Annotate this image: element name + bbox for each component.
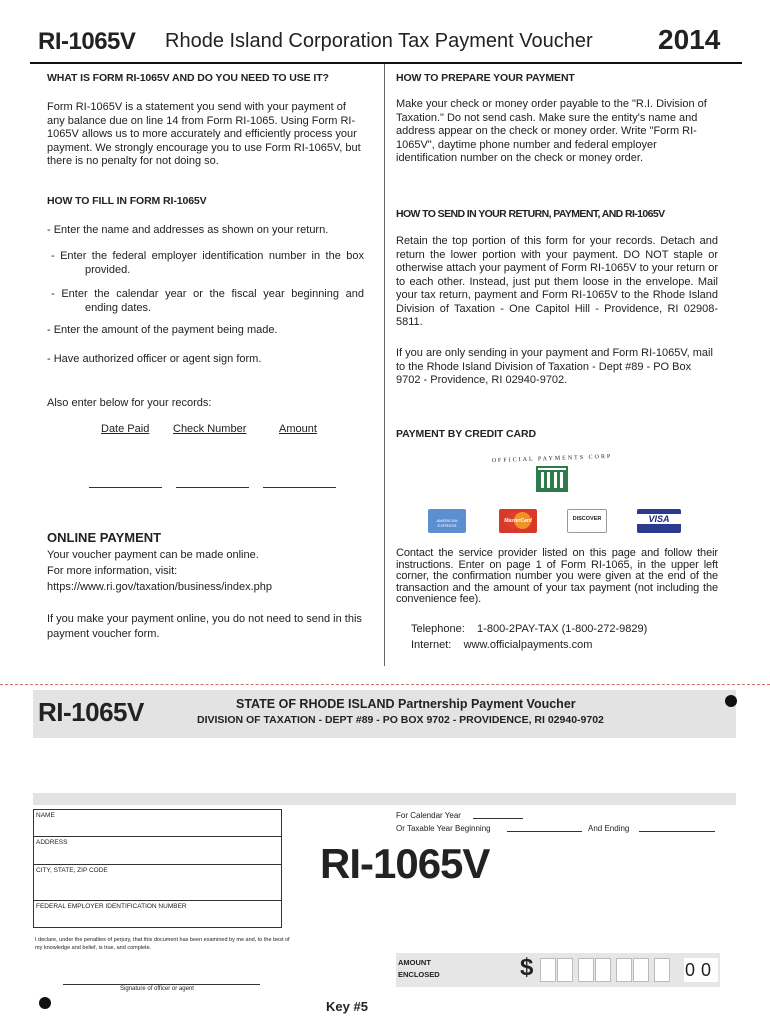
amount-label-1: AMOUNT [398, 958, 431, 967]
prepare-heading: HOW TO PREPARE YOUR PAYMENT [396, 72, 575, 84]
internet[interactable]: Internet: www.officialpayments.com [411, 639, 593, 651]
telephone: Telephone: 1-800-2PAY-TAX (1-800-272-9829) [411, 623, 648, 635]
online-url[interactable]: https://www.ri.gov/taxation/business/index.php [47, 581, 273, 593]
fein-label: FEDERAL EMPLOYER IDENTIFICATION NUMBER [36, 903, 187, 910]
tax-year: 2014 [658, 24, 721, 55]
name-label: NAME [36, 812, 55, 819]
taxable-year-label: Or Taxable Year Beginning [396, 824, 491, 833]
send-body-2: If you are only sending in your payment and Form RI-1065V, mail to the Rhode Island Division of Taxation - Dept #89 - PO Box 9702 - Providence, RI 02940-9702. [396, 347, 713, 386]
online-note: If you make your payment online, you do not need to send in this payment voucher form. [47, 613, 362, 640]
cents-field: 00 [684, 960, 718, 980]
calendar-year-line[interactable] [473, 818, 523, 819]
fill-step: - Enter the name and addresses as shown on your return. [47, 224, 329, 236]
mastercard-card: MasterCard [499, 509, 537, 533]
visa-card: VISA [637, 509, 681, 533]
card-heading: PAYMENT BY CREDIT CARD [396, 428, 536, 440]
online-line: Your voucher payment can be made online. [47, 549, 259, 561]
building-icon [534, 464, 570, 494]
voucher-big-form-id: RI-1065V [320, 840, 490, 887]
declaration: I declare, under the penalties of perjury, that this document has been examined by me and, to the best of my knowledge and belief, is true, and complete. [35, 937, 290, 951]
fill-heading: HOW TO FILL IN FORM RI-1065V [47, 195, 207, 207]
header-rule [30, 62, 742, 64]
online-heading: ONLINE PAYMENT [47, 530, 162, 545]
year-end-line[interactable] [639, 831, 715, 832]
online-line: For more information, visit: [47, 565, 178, 577]
logo-wordmark: OFFICIAL PAYMENTS CORP [491, 453, 613, 465]
voucher-subtitle: DIVISION OF TAXATION - DEPT #89 - PO BOX 9702 - PROVIDENCE, RI 02940-9702 [197, 714, 604, 726]
contact-body: Contact the service provider listed on this page and follow their instructions. Enter on page 1 of Form RI-1065, in the upper left corner, the confirmation number you were given at the end of the transaction and the amount of your tax payment (not including the convenience fee). [396, 547, 718, 605]
check-number-line[interactable] [176, 487, 249, 488]
voucher-strip [33, 793, 736, 805]
voucher-title: STATE OF RHODE ISLAND Partnership Payment Voucher [236, 697, 576, 711]
page-title: Rhode Island Corporation Tax Payment Voucher [165, 30, 593, 52]
voucher-form-id: RI-1065V [38, 697, 144, 727]
send-heading: HOW TO SEND IN YOUR RETURN, PAYMENT, AND RI-1065V [396, 208, 665, 220]
detach-line [0, 684, 770, 685]
column-divider [384, 64, 385, 666]
amount-line[interactable] [263, 487, 336, 488]
date-paid-line[interactable] [89, 487, 162, 488]
fill-step: - Enter the calendar year or the fiscal year beginning and ending dates. [51, 288, 364, 314]
amount-digit[interactable] [654, 958, 670, 982]
dollar-sign: $ [520, 954, 534, 981]
what-body: Form RI-1065V is a statement you send with your payment of any balance due on line 14 from Form RI-1065. Using Form RI-1065V allows us to more accurately and efficiently process your payment. We strongly encourage you to use Form RI-1065V, but there is no penalty for not doing so. [47, 101, 361, 167]
send-body: Retain the top portion of this form for your records. Detach and return the lower portion with your payment. DO NOT staple or otherwise attach your payment of Form RI-1065V to your return or to each other. Instead, just put them loose in the envelope. Mail your tax return, payment and Form RI-1065V to the Rhode Island Division of Taxation - One Capitol Hill - Providence, RI 02908-5811. [396, 235, 718, 328]
fill-step: - Enter the amount of the payment being made. [47, 324, 278, 336]
calendar-year-label: For Calendar Year [396, 811, 461, 820]
fein-field[interactable] [33, 900, 282, 928]
and-ending-label: And Ending [588, 824, 630, 833]
key-number: Key #5 [326, 999, 368, 1014]
amount-digit[interactable] [633, 958, 649, 982]
records-intro: Also enter below for your records: [47, 397, 212, 409]
discover-card: DISCOVER [567, 509, 607, 533]
date-paid-label: Date Paid [101, 423, 150, 435]
amount-digit[interactable] [557, 958, 573, 982]
name-field[interactable] [33, 809, 282, 837]
registration-dot [725, 695, 737, 707]
year-begin-line[interactable] [507, 831, 582, 832]
fill-step: - Have authorized officer or agent sign form. [47, 353, 262, 365]
address-label: ADDRESS [36, 839, 68, 846]
fill-step: - Enter the federal employer identification number in the box provided. [51, 250, 364, 276]
registration-dot [39, 997, 51, 1009]
city-label: CITY, STATE, ZIP CODE [36, 867, 108, 874]
check-number-label: Check Number [173, 423, 247, 435]
prepare-body: Make your check or money order payable to the "R.I. Division of Taxation." Do not send cash. Make sure the entity's name and address appear on the check or money order. Write "Form RI-1065V", daytime phone number and federal employer identification number on the check or money order. [396, 98, 707, 164]
amex-card: AMERICAN EXPRESS [428, 509, 466, 533]
address-field[interactable] [33, 836, 282, 901]
amount-label: Amount [279, 423, 317, 435]
signature-label: Signature of officer or agent [120, 986, 194, 992]
amount-digit[interactable] [595, 958, 611, 982]
amount-label-2: ENCLOSED [398, 970, 440, 979]
what-heading: WHAT IS FORM RI-1065V AND DO YOU NEED TO USE IT? [47, 72, 329, 84]
amount-digit[interactable] [616, 958, 632, 982]
amount-digit[interactable] [578, 958, 594, 982]
signature-line[interactable] [63, 984, 260, 985]
amount-digit[interactable] [540, 958, 556, 982]
official-payments-logo [482, 454, 622, 494]
form-id: RI-1065V [38, 28, 136, 55]
